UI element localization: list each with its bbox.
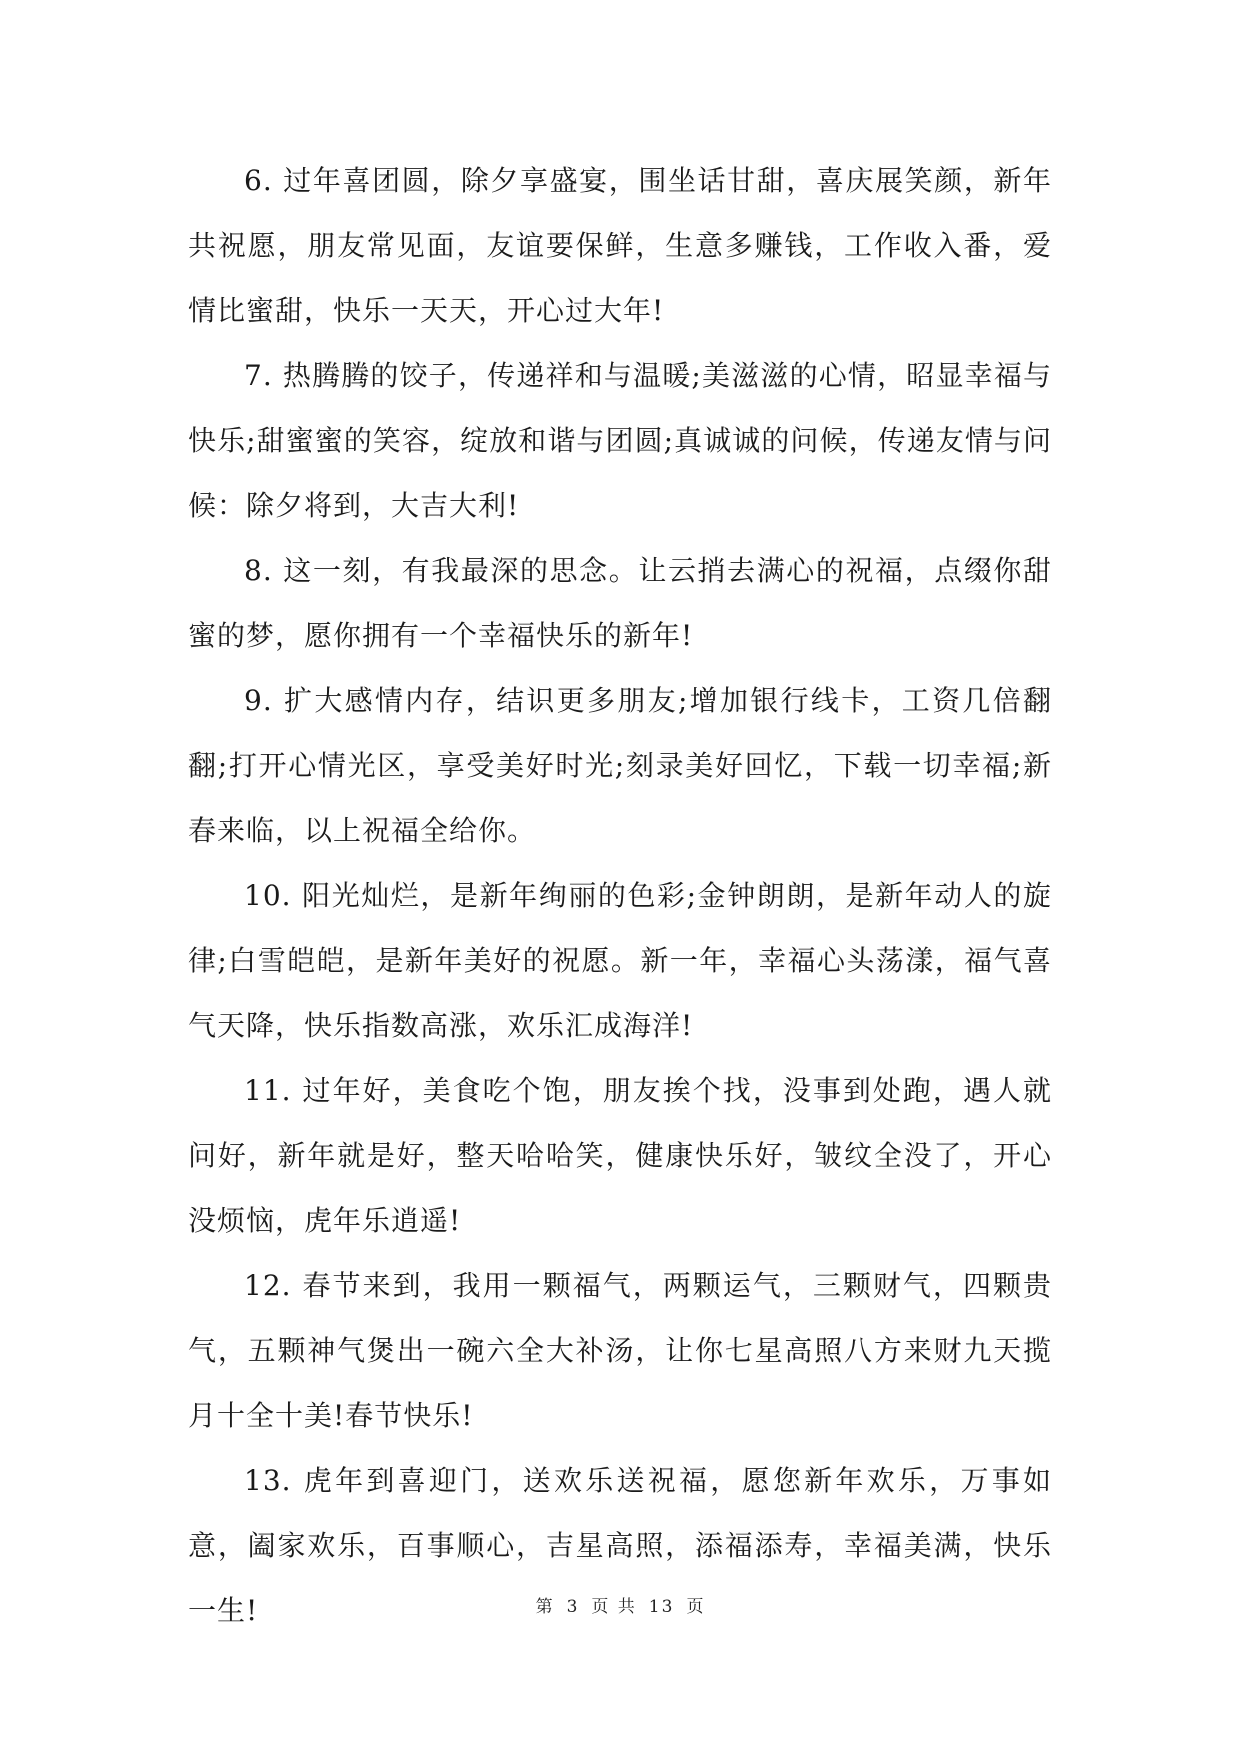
paragraph-text: 热腾腾的饺子，传递祥和与温暖;美滋滋的心情，昭显幸福与快乐;甜蜜蜜的笑容，绽放和谐与团圆;真诚诚的问候，传递友情与问候：除夕将到，大吉大利! [188, 359, 1052, 522]
footer-prefix: 第 [535, 1597, 555, 1617]
paragraph-11 [188, 1058, 1052, 1253]
paragraph-7 [188, 343, 1052, 538]
paragraph-number: 11. [244, 1074, 292, 1107]
page-footer [0, 1592, 1241, 1617]
paragraph-6 [188, 148, 1052, 343]
paragraph-number: 6. [244, 164, 273, 197]
paragraph-text: 扩大感情内存，结识更多朋友;增加银行线卡，工资几倍翻翻;打开心情光区，享受美好时光;刻录美好回忆，下载一切幸福;新春来临，以上祝福全给你。 [188, 684, 1052, 847]
paragraph-9 [188, 668, 1052, 863]
paragraph-text: 过年好，美食吃个饱，朋友挨个找，没事到处跑，遇人就问好，新年就是好，整天哈哈笑，健康快乐好，皱纹全没了，开心没烦恼，虎年乐逍遥! [188, 1074, 1052, 1237]
footer-total-pages: 13 [648, 1597, 675, 1617]
paragraph-text: 虎年到喜迎门，送欢乐送祝福，愿您新年欢乐，万事如意，阖家欢乐，百事顺心，吉星高照，添福添寿，幸福美满，快乐一生! [188, 1464, 1052, 1627]
paragraph-number: 7. [244, 359, 273, 392]
paragraph-number: 12. [244, 1269, 292, 1302]
footer-current-page: 3 [566, 1597, 580, 1617]
document-body [188, 148, 1052, 1643]
paragraph-text: 过年喜团圆，除夕享盛宴，围坐话甘甜，喜庆展笑颜，新年共祝愿，朋友常见面，友谊要保鲜，生意多赚钱，工作收入番，爱情比蜜甜，快乐一天天，开心过大年! [188, 164, 1052, 327]
paragraph-number: 13. [244, 1464, 292, 1497]
paragraph-10 [188, 863, 1052, 1058]
footer-suffix: 页 [686, 1597, 706, 1617]
paragraph-text: 阳光灿烂，是新年绚丽的色彩;金钟朗朗，是新年动人的旋律;白雪皑皑，是新年美好的祝愿。新一年，幸福心头荡漾，福气喜气天降，快乐指数高涨，欢乐汇成海洋! [188, 879, 1052, 1042]
paragraph-text: 这一刻，有我最深的思念。让云捎去满心的祝福，点缀你甜蜜的梦，愿你拥有一个幸福快乐的新年! [188, 554, 1052, 652]
paragraph-text: 春节来到，我用一颗福气，两颗运气，三颗财气，四颗贵气，五颗神气煲出一碗六全大补汤，让你七星高照八方来财九天揽月十全十美!春节快乐! [188, 1269, 1052, 1432]
paragraph-number: 10. [244, 879, 292, 912]
footer-mid: 页 共 [591, 1597, 637, 1617]
paragraph-number: 9. [244, 684, 273, 717]
paragraph-8 [188, 538, 1052, 668]
paragraph-number: 8. [244, 554, 273, 587]
paragraph-12 [188, 1253, 1052, 1448]
